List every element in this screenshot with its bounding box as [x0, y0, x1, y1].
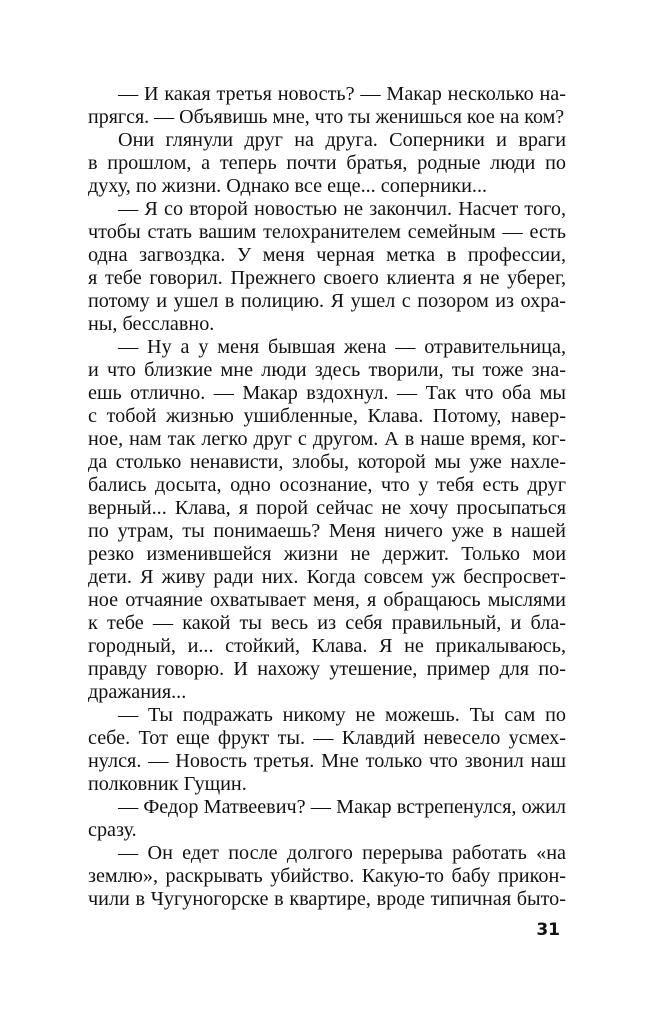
text-line: чили в Чугуногорске в квартире, вроде типичная быто- — [88, 888, 566, 910]
text-line: — Я со второй новостью не закончил. Насчет того, — [118, 198, 566, 220]
text-line: чтобы стать вашим телохранителем семейным — есть — [88, 221, 566, 243]
text-line: резко изменившейся жизни не держит. Только мои — [88, 543, 566, 565]
text-line: — Ну а у меня бывшая жена — отравительница, — [118, 336, 566, 358]
body-text — [88, 83, 566, 911]
text-line: ешь отлично. — Макар вздохнул. — Так что оба мы — [88, 382, 566, 404]
text-line: сразу. — [88, 819, 137, 841]
text-line: потому и ушел в полицию. Я ушел с позором из охра- — [88, 290, 566, 312]
text-line: в прошлом, а теперь почти братья, родные люди по — [88, 152, 566, 174]
text-line: одна загвоздка. У меня черная метка в профессии, — [88, 244, 566, 266]
text-line: дети. Я живу ради них. Когда совсем уж беспросвет- — [88, 566, 566, 588]
text-line: и что близкие мне люди здесь творили, ты тоже зна- — [88, 359, 566, 381]
text-line: духу, по жизни. Однако все еще... соперники... — [88, 175, 488, 197]
text-line: бались досыта, одно осознание, что у тебя есть друг — [88, 474, 566, 496]
text-line: верный... Клава, я порой сейчас не хочу просыпаться — [88, 497, 566, 519]
text-line: — И какая третья новость? — Макар несколько на- — [118, 83, 566, 105]
text-line: правду говорю. И нахожу утешение, пример для по- — [88, 658, 566, 680]
text-line: по утрам, ты понимаешь? Меня ничего уже в нашей — [88, 520, 566, 542]
text-line: — Он едет после долгого перерыва работать «на — [118, 842, 566, 864]
text-line: — Федор Матвеевич? — Макар встрепенулся, ожил — [118, 796, 566, 818]
text-line: ное отчаяние охватывает меня, я обращаюсь мыслями — [88, 589, 566, 611]
text-line: я тебе говорил. Прежнего своего клиента я не уберег, — [88, 267, 566, 289]
text-line: землю», раскрывать убийство. Какую-то бабу прикон- — [88, 865, 566, 887]
text-line: дражания... — [88, 681, 187, 703]
text-line: прягся. — Объявишь мне, что ты женишься кое на ком? — [88, 106, 565, 128]
text-line: Они глянули друг на друга. Соперники и враги — [118, 129, 566, 151]
text-line: нулся. — Новость третья. Мне только что звонил наш — [88, 750, 566, 772]
text-line: ное, нам так легко друг с другом. А в наше время, ког- — [88, 428, 566, 450]
text-line: к тебе — какой ты весь из себя правильный, и бла- — [88, 612, 566, 634]
text-line: городный, и... стойкий, Клава. Я не прикалываюсь, — [88, 635, 566, 657]
page-number: 31 — [536, 920, 560, 940]
text-line: да столько ненависти, злобы, которой мы уже нахле- — [88, 451, 566, 473]
text-line: полковник Гущин. — [88, 773, 247, 795]
text-line: с тобой жизнью ушибленные, Клава. Потому, навер- — [88, 405, 566, 427]
text-line: ны, бесславно. — [88, 313, 215, 335]
text-line: себе. Тот еще фрукт ты. — Клавдий невесело усмех- — [88, 727, 566, 749]
text-line: — Ты подражать никому не можешь. Ты сам по — [118, 704, 566, 726]
